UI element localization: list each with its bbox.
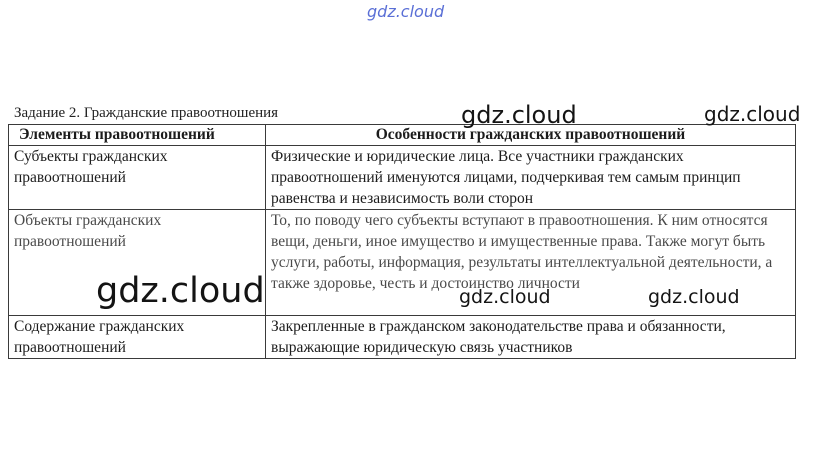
table-row <box>9 146 796 210</box>
watermark-d: gdz.cloud <box>459 286 551 308</box>
table-row <box>9 316 796 359</box>
row-element-cell <box>9 316 266 359</box>
watermark-a: gdz.cloud <box>461 101 577 129</box>
row-description-text: То, по поводу чего субъекты вступают в правоотношения. К ним относятся вещи, деньги, иное имущество и имущественные права. Также могут быть услуги, работы, информация, результаты интеллектуальной деятельности, а также здоровье, честь и достоинство личности <box>271 212 773 292</box>
table-header-row <box>9 125 796 146</box>
watermark-e: gdz.cloud <box>648 286 740 308</box>
watermark-b: gdz.cloud <box>704 102 801 126</box>
column-header-features: Особенности гражданских правоотношений <box>266 125 796 146</box>
relations-table <box>8 124 796 359</box>
column-header-elements: Элементы правоотношений <box>9 125 266 146</box>
row-element-text: Субъекты гражданских правоотношений <box>14 148 168 186</box>
row-description-text: Закрепленные в гражданском законодательстве права и обязанности, выражающие юридическую связь участников <box>271 318 726 356</box>
task-title: Задание 2. Гражданские правоотношения <box>14 105 279 121</box>
row-element-text: Объекты гражданских правоотношений <box>14 212 162 250</box>
row-description-cell <box>266 146 796 210</box>
watermark-c: gdz.cloud <box>96 271 265 311</box>
row-description-cell <box>266 316 796 359</box>
row-description-text: Физические и юридические лица. Все участники гражданских правоотношений именуются лицами, подчеркивая тем самым принцип равенства и независимость воли сторон <box>271 148 741 207</box>
row-element-text: Содержание гражданских правоотношений <box>14 318 185 356</box>
watermark-top: gdz.cloud <box>367 2 445 21</box>
row-element-cell <box>9 146 266 210</box>
